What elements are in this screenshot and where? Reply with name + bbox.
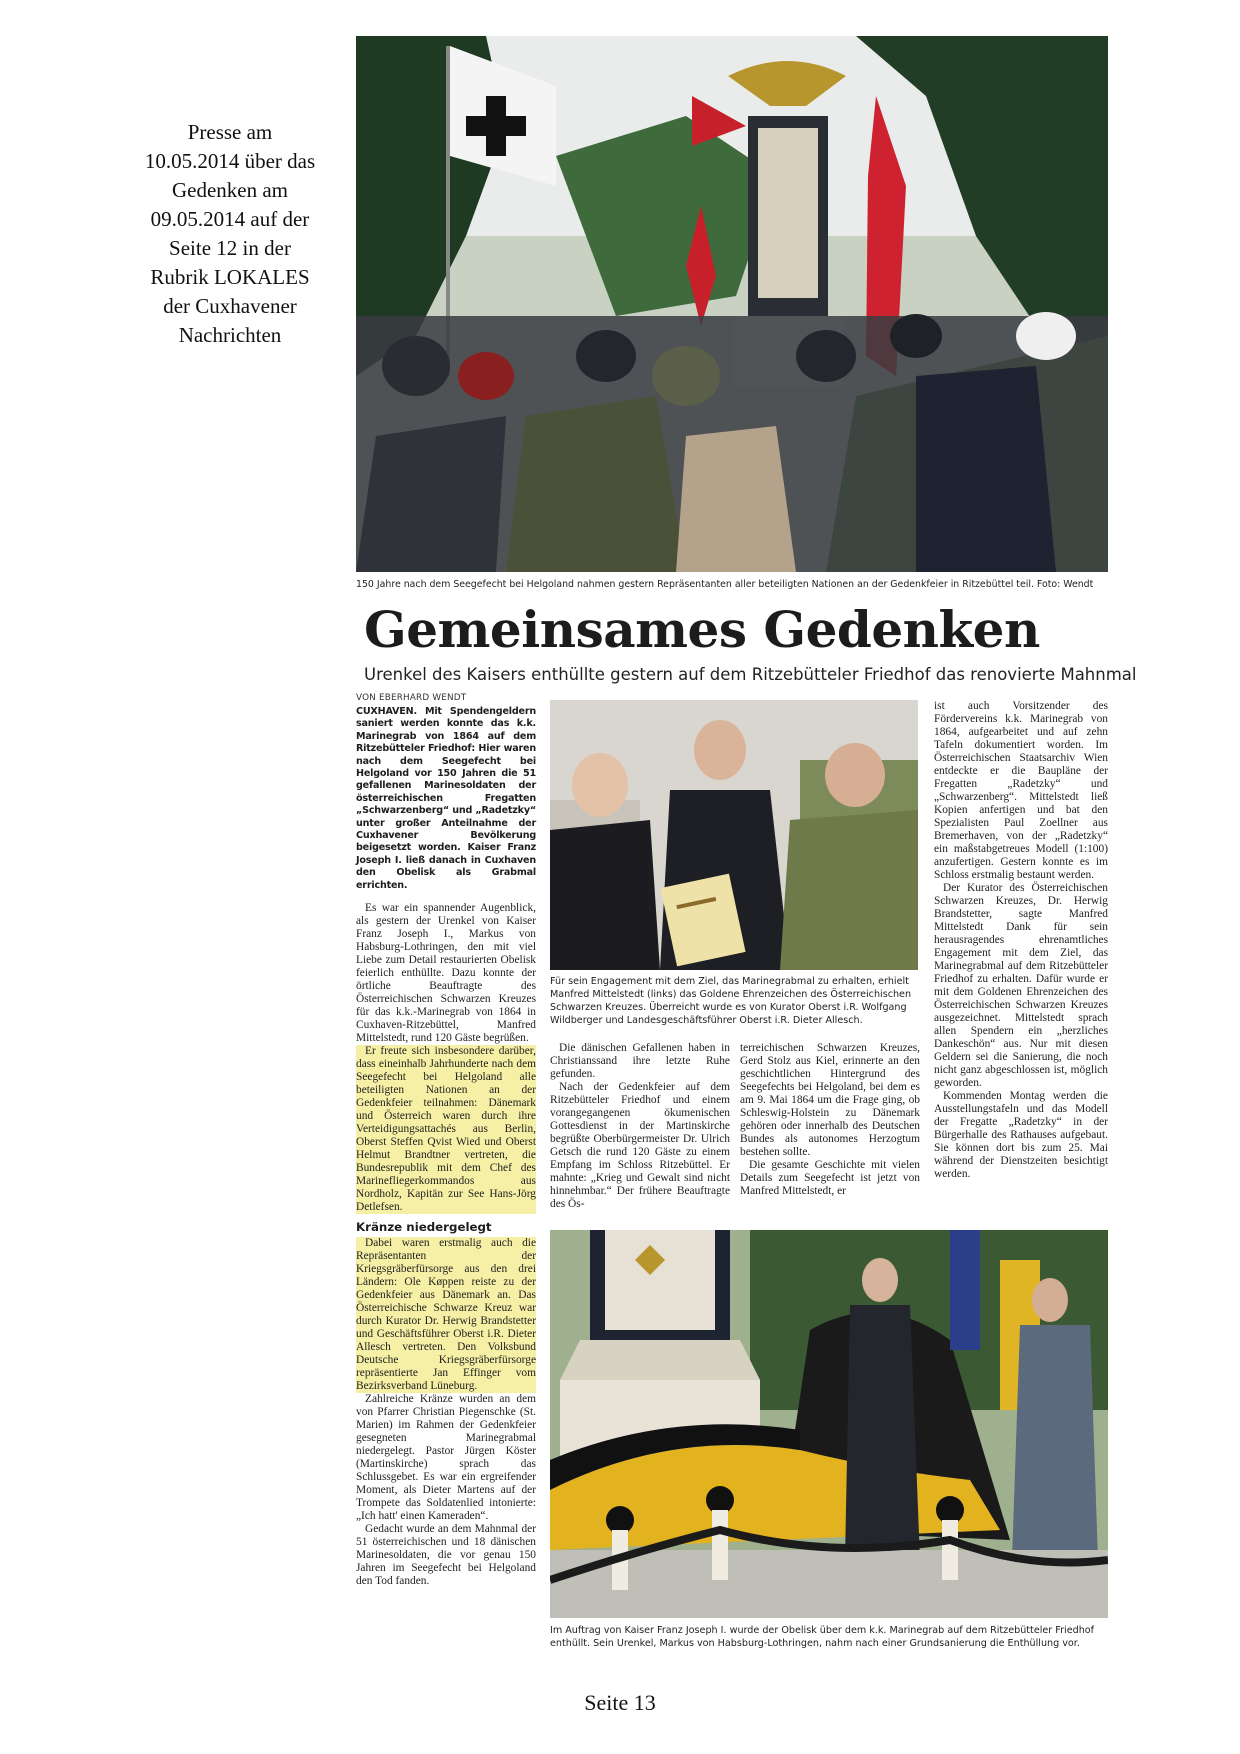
article-byline: VON EBERHARD WENDT (356, 693, 467, 703)
article-paragraph: Gedacht wurde an dem Mahnmal der 51 österreichischen und 18 dänischen Marinesoldaten, die vor genau 150 Jahren im Seegefecht bei Helgoland den Tod fanden. (356, 1523, 536, 1588)
unveiling-photo (550, 1230, 1108, 1618)
article-column-1 (356, 706, 536, 1588)
highlighted-paragraph: Dabei waren erstmalig auch die Repräsentanten der Kriegsgräberfürsorge aus den drei Ländern: Ole Køppen reiste zu der Gedenkfeier aus Dänemark an. Das Österreichische Schwarze Kreuz war durch Kurator Dr. Herwig Brandstetter und Geschäftsführer Oberst i.R. Dieter Allesch vertreten. Den Volksbund Deutsche Kriegsgräberfürsorge repräsentierte Jan Effinger vom Bezirksverband Lüneburg. (356, 1237, 536, 1393)
award-photo-caption: Für sein Engagement mit dem Ziel, das Marinegrabmal zu erhalten, erhielt Manfred Mittelstedt (links) das Goldene Ehrenzeichen des Österreichischen Schwarzen Kreuzes. Überreicht wurde es von Kurator Oberst i.R. Wolfgang Wildberger und Landesgeschäftsführer Oberst i.R. Dieter Allesch. (550, 976, 912, 1026)
press-note-line: Rubrik LOKALES (150, 265, 310, 289)
article-subheadline: Urenkel des Kaisers enthüllte gestern auf dem Ritzebütteler Friedhof das renovierte Mahnmal (364, 665, 1137, 684)
press-note-line: Seite 12 in der (169, 236, 291, 260)
article-subhead: Kränze niedergelegt (356, 1220, 492, 1235)
press-note (110, 118, 350, 350)
press-note-line: der Cuxhavener (163, 294, 297, 318)
press-note-line: Presse am (187, 120, 273, 144)
article-paragraph: Die gesamte Geschichte mit vielen Details zum Seegefecht ist jetzt von Manfred Mittelstedt, er (740, 1159, 920, 1197)
press-note-line: Nachrichten (178, 323, 282, 347)
article-paragraph: Zahlreiche Kränze wurden an dem von Pfarrer Christian Piegenschke (St. Marien) im Rahmen der Gedenkfeier gesegneten Marinegrabmal niedergelegt. Pastor Jürgen Köster (Martinskirche) sprach das Schlussgebet. Es war ein ergreifender Moment, als Dieter Martens auf der Trompete das Soldatenlied intonierte: „Ich hatt' einen Kameraden“. (356, 1393, 536, 1523)
highlighted-paragraph: Er freute sich insbesondere darüber, dass eineinhalb Jahrhunderte nach dem Seegefecht bei Helgoland alle beteiligten Nationen an der Gedenkfeier teilnahmen: Dänemark und Österreich waren durch ihre Verteidigungsattachés aus Berlin, Oberst Steffen Qvist Wied und Oberst Helmut Brandtner vertreten, die Bundesrepublik mit dem Chef des Marinefliegerkommandos aus Nordholz, Kapitän zur See Hans-Jörg Detlefsen. (356, 1045, 536, 1214)
article-paragraph: Es war ein spannender Augenblick, als gestern der Urenkel von Kaiser Franz Joseph I., Markus von Habsburg-Lothringen, den mit viel Liebe zum Detail restaurierten Obelisk feierlich enthüllte. Dazu konnte der örtliche Beauftragte des Österreichischen Schwarzen Kreuzes für das k.k.-Marinegrab von 1864 in Cuxhaven-Ritzebüttel, Manfred Mittelstedt, rund 120 Gäste begrüßen. (356, 902, 536, 1045)
ceremony-photo-graphic (356, 36, 1108, 572)
article-headline: Gemeinsames Gedenken (364, 600, 1040, 659)
article-paragraph: terreichischen Schwarzen Kreuzes, Gerd Stolz aus Kiel, erinnerte an den geschichtlichen Hintergrund des Seegefechts bei Helgoland, bei dem es am 9. Mai 1864 um die Frage ging, ob Schleswig-Holstein zu Dänemark gehören oder innerhalb des Deutschen Bundes als autonomes Herzogtum bestehen sollte. (740, 1042, 920, 1158)
unveiling-photo-caption: Im Auftrag von Kaiser Franz Joseph I. wurde der Obelisk über dem k.k. Marinegrab auf dem Ritzebütteler Friedhof enthüllt. Sein Urenkel, Markus von Habsburg-Lothringen, nahm nach einer Grundsanierung die Enthüllung vor. (550, 1625, 1095, 1649)
article-paragraph: Nach der Gedenkfeier auf dem Ritzebütteler Friedhof und einem vorangegangenen ökumenischen Gottesdienst in der Martinskirche begrüßte Oberbürgermeister Dr. Ulrich Getsch die rund 120 Gäste zu einem Empfang im Schloss Ritzebüttel. Er mahnte: „Krieg und Gewalt sind nicht hinnehmbar.“ Der frühere Beauftragte des Ös- (550, 1081, 730, 1210)
top-photo-caption: 150 Jahre nach dem Seegefecht bei Helgoland nahmen gestern Repräsentanten aller beteiligten Nationen an der Gedenkfeier in Ritzebüttel teil. Foto: Wendt (356, 579, 1094, 590)
unveiling-photo-graphic (550, 1230, 1108, 1618)
award-photo-graphic (550, 700, 918, 970)
article-paragraph: Der Kurator des Österreichischen Schwarzen Kreuzes, Dr. Herwig Brandstetter, sagte Manfred Mittelstedt Dank für sein herausragendes ehrenamtliches Engagement mit dem Ziel, das Marinegrabmal auf dem Ritzebütteler Friedhof zu erhalten. Dafür wurde er mit dem Goldenen Ehrenzeichen des Österreichischen Schwarzen Kreuzes ausgezeichnet. Mittelstedt sprach allen Spendern ein „herzliches Dankeschön“ aus. Nur mit diesen Geldern sei die Sanierung, die noch nicht ganz abgeschlossen ist, möglich geworden. (934, 882, 1108, 1089)
article-column-4 (934, 700, 1108, 1181)
article-paragraph: Die dänischen Gefallenen haben in Christianssand ihre letzte Ruhe gefunden. (550, 1042, 730, 1080)
award-photo (550, 700, 918, 970)
press-note-line: 10.05.2014 über das (144, 149, 316, 173)
press-note-line: 09.05.2014 auf der (150, 207, 310, 231)
article-column-2 (550, 1042, 730, 1211)
article-lead: CUXHAVEN. Mit Spendengeldern saniert werden konnte das k.k. Marinegrab von 1864 auf dem Ritzebütteler Friedhof: Hier waren nach dem Seegefecht bei Helgoland vor 150 Jahren die 51 gefallenen Marinesoldaten der österreichischen Fregatten „Schwarzenberg“ und „Radetzky“ unter großer Anteilnahme der Cuxhavener Bevölkerung beigesetzt worden. Kaiser Franz Joseph I. ließ danach in Cuxhaven den Obelisk als Grabmal errichten. (356, 706, 536, 891)
press-note-line: Gedenken am (171, 178, 289, 202)
page-number: Seite 13 (584, 1690, 656, 1715)
ceremony-photo (356, 36, 1108, 572)
article-paragraph: ist auch Vorsitzender des Fördervereins k.k. Marinegrab von 1864, aufgearbeitet und auf zehn Tafeln dokumentiert worden. Im Österreichischen Staatsarchiv Wien entdeckte er die Baupläne der Fregatten „Radetzky“ und „Schwarzenberg“. Mittelstedt ließ Kopien anfertigen und bat den Spezialisten Paul Zoellner aus Bremerhaven, von der „Radetzky“ ein maßstabgetreues Modell (1:100) anzufertigen. Gestern konnte es im Schloss erstmalig bestaunt werden. (934, 700, 1108, 881)
article-paragraph: Kommenden Montag werden die Ausstellungstafeln und das Modell der Fregatte „Radetzky“ in der Bürgerhalle des Rathauses aufgebaut. Sie können dort bis zum 25. Mai während der Dienstzeiten besichtigt werden. (934, 1090, 1108, 1180)
article-column-3 (740, 1042, 920, 1198)
